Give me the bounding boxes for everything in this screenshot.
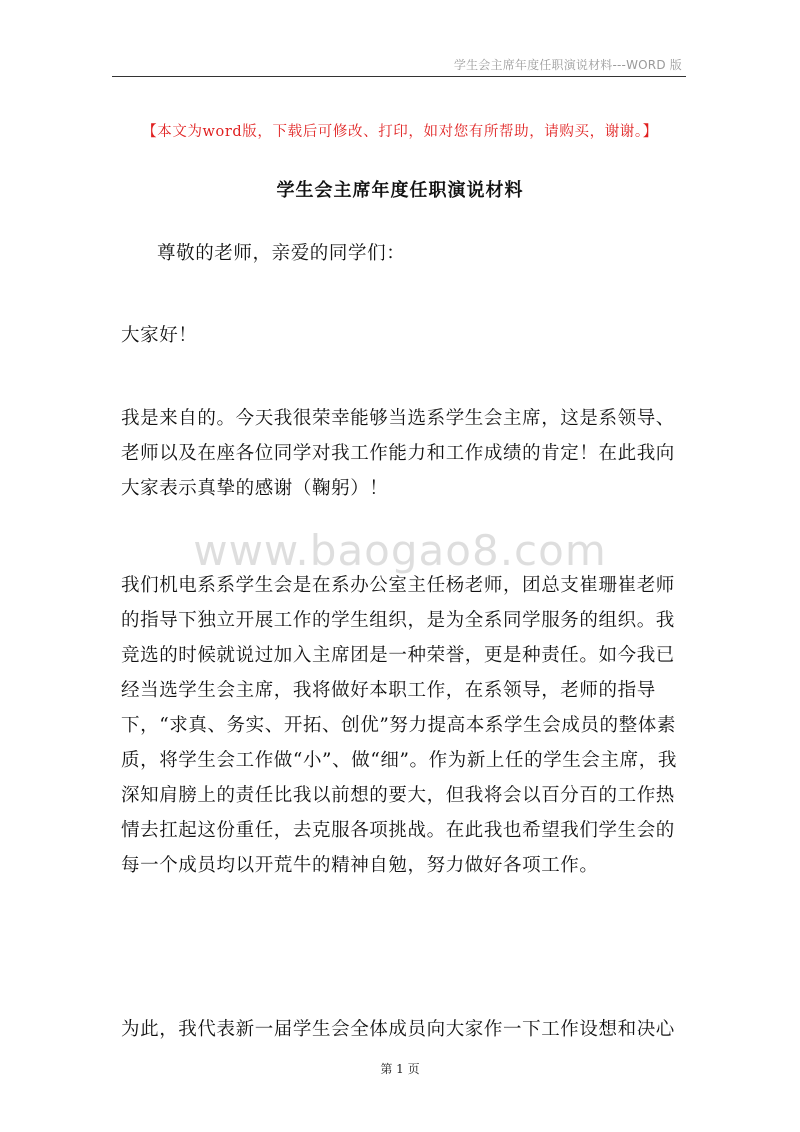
download-notice: 【本文为word版，下载后可修改、打印，如对您有所帮助，请购买，谢谢。】 xyxy=(142,124,658,140)
greeting-line: 尊敬的老师，亲爱的同学们： xyxy=(157,243,406,264)
paragraph-1: 我是来自的。今天我很荣幸能够当选系学生会主席，这是系领导、老师以及在座各位同学对我工作能力和工作成绩的肯定！在此我向大家表示真挚的感谢（鞠躬）！ xyxy=(121,408,675,499)
hello-line: 大家好！ xyxy=(121,325,198,346)
running-header: 学生会主席年度任职演说材料---WORD 版 xyxy=(453,58,682,72)
header-rule xyxy=(112,76,686,77)
paragraph-3: 为此，我代表新一届学生会全体成员向大家作一下工作设想和决心 xyxy=(121,1019,675,1040)
watermark-text: www.baogao8.com xyxy=(193,526,607,575)
document-title: 学生会主席年度任职演说材料 xyxy=(276,180,524,201)
page-number: 第 1 页 xyxy=(380,1062,420,1076)
paragraph-2: 我们机电系系学生会是在系办公室主任杨老师，团总支崔珊崔老师的指导下独立开展工作的学生组织，是为全系同学服务的组织。我竞选的时候就说过加入主席团是一种荣誉，更是种责任。如今我已经当选学生会主席，我将做好本职工作，在系领导，老师的指导下，“求真、务实、开拓、创优”努力提高本系学生会成员的整体素质，将学生会工作做“小”、做“细”。作为新上任的学生会主席，我深知肩膀上的责任比我以前想的要大，但我将会以百分百的工作热情去扛起这份重任，去克服各项挑战。在此我也希望我们学生会的每一个成员均以开荒牛的精神自勉，努力做好各项工作。 xyxy=(121,575,677,876)
